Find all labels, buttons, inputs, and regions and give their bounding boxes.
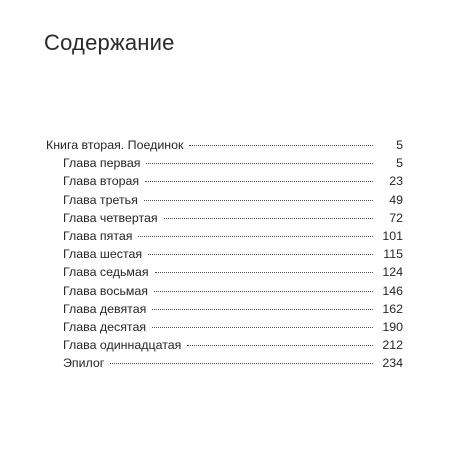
page-title: Содержание bbox=[44, 30, 175, 55]
toc-entry bbox=[46, 336, 403, 354]
toc-entry-title: Глава шестая bbox=[63, 247, 143, 262]
toc-entry-page-number: 5 bbox=[396, 156, 403, 171]
toc-entry bbox=[46, 263, 403, 281]
toc-entry-page-number: 146 bbox=[382, 283, 403, 298]
table-of-contents bbox=[46, 136, 403, 372]
toc-entry-page-number: 190 bbox=[382, 319, 403, 334]
toc-entry-page-number: 101 bbox=[382, 228, 403, 243]
toc-entry-page-number: 212 bbox=[382, 338, 403, 353]
toc-entry-page-number: 124 bbox=[382, 265, 403, 280]
toc-entry-page-number: 72 bbox=[389, 210, 403, 225]
toc-entry bbox=[46, 191, 403, 209]
dot-leader bbox=[110, 363, 373, 364]
dot-leader bbox=[138, 236, 373, 237]
toc-entry bbox=[46, 209, 403, 227]
toc-entry-title: Глава вторая bbox=[63, 174, 140, 189]
toc-entry-page-number: 5 bbox=[396, 138, 403, 152]
toc-entry bbox=[46, 300, 403, 318]
dot-leader bbox=[148, 254, 373, 255]
toc-entry bbox=[46, 318, 403, 336]
toc-entry-page-number: 234 bbox=[382, 356, 403, 371]
toc-entry bbox=[46, 282, 403, 300]
toc-entry bbox=[46, 227, 403, 245]
toc-entry bbox=[46, 354, 403, 372]
toc-entry-page-number: 49 bbox=[389, 192, 403, 207]
dot-leader bbox=[152, 309, 373, 310]
toc-entry-page-number: 23 bbox=[389, 174, 403, 189]
toc-entry bbox=[46, 136, 403, 154]
toc-entry-title: Глава седьмая bbox=[63, 265, 149, 280]
dot-leader bbox=[144, 200, 373, 201]
toc-entry-page-number: 162 bbox=[382, 301, 403, 316]
toc-entry-title: Глава первая bbox=[63, 156, 141, 171]
dot-leader bbox=[146, 163, 373, 164]
toc-entry bbox=[46, 245, 403, 263]
dot-leader bbox=[154, 291, 373, 292]
toc-entry bbox=[46, 172, 403, 190]
dot-leader bbox=[155, 272, 373, 273]
toc-entry-title: Глава десятая bbox=[63, 319, 147, 334]
dot-leader bbox=[164, 218, 373, 219]
toc-entry-title: Глава четвертая bbox=[63, 210, 158, 225]
toc-entry-title: Эпилог bbox=[63, 356, 105, 371]
toc-entry-title: Глава пятая bbox=[63, 228, 133, 243]
dot-leader bbox=[187, 345, 373, 346]
toc-entry-page-number: 115 bbox=[383, 247, 403, 262]
toc-entry-title: Глава девятая bbox=[63, 301, 147, 316]
dot-leader bbox=[189, 145, 373, 146]
toc-entry-title: Глава восьмая bbox=[63, 283, 149, 298]
dot-leader bbox=[152, 327, 373, 328]
dot-leader bbox=[145, 181, 373, 182]
toc-entry-title: Глава одиннадцатая bbox=[63, 338, 182, 353]
toc-entry-title: Глава третья bbox=[63, 192, 138, 207]
toc-entry bbox=[46, 154, 403, 172]
toc-entry-title: Книга вторая. Поединок bbox=[46, 138, 184, 152]
